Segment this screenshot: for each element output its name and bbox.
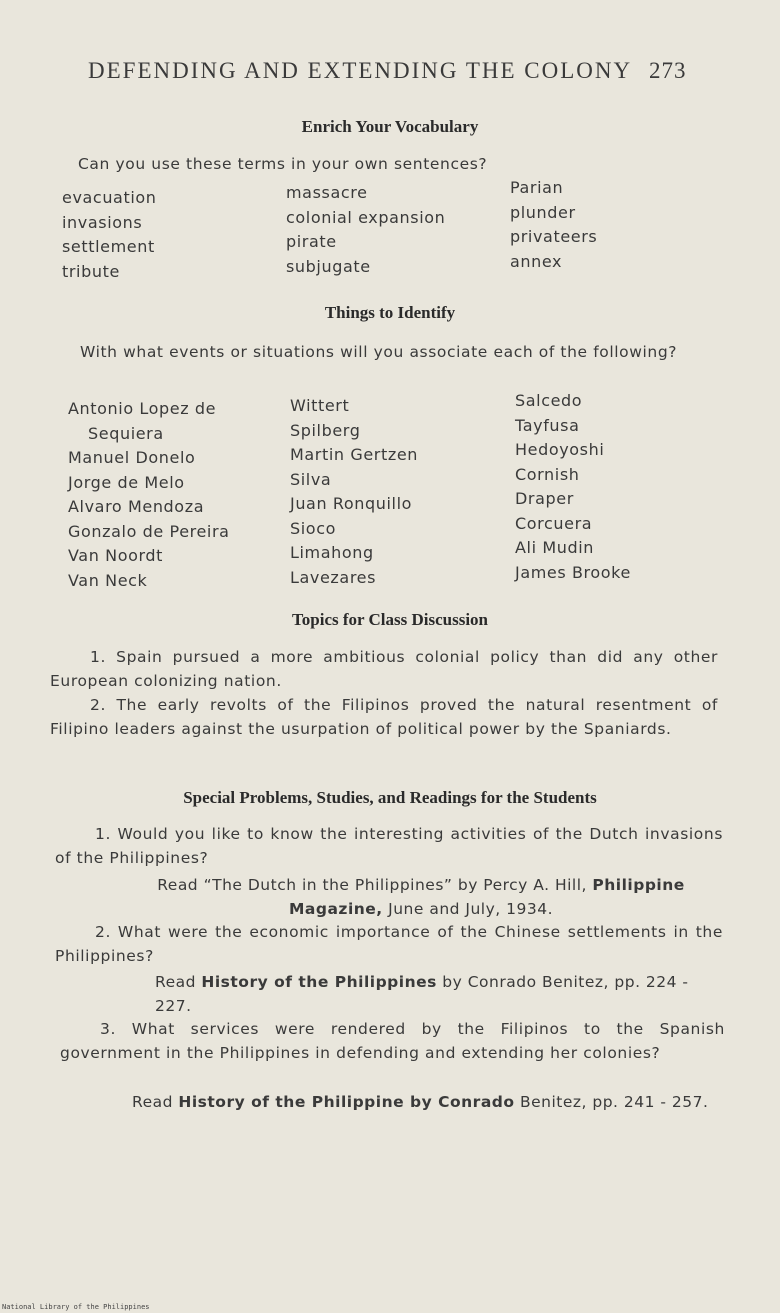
vocab-term: privateers: [510, 227, 598, 246]
special-question-3: 3. What services were rendered by the Filipinos to the Spanish government in the Philippines in defending and extending her colonies?: [60, 1020, 725, 1062]
identify-item: Hedoyoshi: [515, 440, 605, 459]
identify-item: Alvaro Mendoza: [68, 497, 205, 516]
identify-item: Martin Gertzen: [290, 445, 419, 464]
vocab-term: evacuation: [62, 188, 157, 207]
vocabulary-column-3: [510, 176, 597, 274]
identify-item: Limahong: [290, 543, 374, 562]
identify-column-1: [68, 397, 230, 593]
identify-item: Lavezares: [290, 567, 377, 587]
reading-3: [132, 1090, 724, 1114]
identify-item: Ali Mudin: [515, 538, 595, 557]
identify-item: Corcuera: [515, 513, 593, 533]
header-title: DEFENDING AND EXTENDING THE COLONY: [88, 58, 632, 83]
vocab-term: invasions: [62, 212, 143, 232]
page-number: 273: [649, 58, 687, 83]
reading-1-pre: Read “The Dutch in the Philippines” by Percy A. Hill,: [157, 876, 587, 894]
identify-column-3: [515, 389, 631, 585]
vocab-term: Parian: [510, 178, 564, 197]
identify-item: Silva: [290, 469, 332, 489]
identify-item: Spilberg: [290, 420, 361, 440]
topic-item-2: 2. The early revolts of the Filipinos proved the natural resentment of Filipino leaders against the usurpation of political power by the Spaniards.: [50, 696, 718, 738]
identify-item: Cornish: [515, 464, 580, 484]
vocab-term: settlement: [62, 237, 155, 256]
vocab-term: subjugate: [286, 256, 371, 276]
reading-1-source: Philippine Magazine,: [288, 876, 685, 918]
vocab-term: pirate: [286, 232, 337, 251]
topics-heading: Topics for Class Discussion: [291, 610, 489, 629]
identify-heading: Things to Identify: [324, 303, 456, 322]
vocab-term: tribute: [62, 261, 120, 281]
reading-3-post: Benitez, pp. 241 - 257.: [519, 1093, 709, 1111]
vocabulary-heading: Enrich Your Vocabulary: [301, 117, 479, 136]
reading-1: [122, 873, 720, 921]
vocab-term: massacre: [286, 183, 368, 202]
reading-2-post: by Conrado Benitez, pp. 224 - 227.: [155, 973, 689, 1015]
vocab-term: colonial expansion: [286, 207, 446, 227]
vocab-term: annex: [510, 251, 563, 271]
identify-item: Van Neck: [68, 570, 148, 590]
identify-item: Juan Ronquillo: [290, 494, 413, 513]
identify-item: Antonio Lopez de: [68, 399, 217, 418]
identify-item: Salcedo: [515, 391, 583, 410]
identify-item: Sioco: [290, 518, 336, 538]
vocabulary-column-2: [286, 181, 445, 279]
identify-item: Tayfusa: [515, 415, 580, 435]
running-header: [88, 58, 728, 84]
identify-item: Jorge de Melo: [68, 472, 185, 492]
reading-3-source: History of the Philippine by Conrado: [178, 1093, 515, 1111]
reading-2: [155, 970, 715, 1018]
identify-item: Gonzalo de Pereira: [68, 521, 230, 541]
footer-credit: National Library of the Philippines: [2, 1303, 150, 1311]
identify-item: Manuel Donelo: [68, 448, 196, 467]
special-heading: Special Problems, Studies, and Readings for the Students: [183, 788, 597, 807]
identify-item: Wittert: [290, 396, 350, 415]
reading-3-pre: Read: [132, 1093, 173, 1111]
identify-item: Sequiera: [88, 423, 164, 443]
identify-column-2: [290, 394, 418, 590]
special-question-2: 2. What were the economic importance of the Chinese settlements in the Philippines?: [55, 923, 723, 965]
special-question-1: 1. Would you like to know the interesting activities of the Dutch invasions of the Philippines?: [55, 825, 723, 867]
identify-item: Draper: [515, 489, 574, 508]
vocabulary-column-1: [62, 186, 157, 284]
identify-item: Van Noordt: [68, 546, 164, 565]
topic-item-1: 1. Spain pursued a more ambitious colonial policy than did any other European colonizing nation.: [50, 648, 718, 690]
vocabulary-prompt: Can you use these terms in your own sentences?: [78, 155, 488, 173]
identify-item: James Brooke: [515, 562, 631, 582]
reading-2-source: History of the Philippines: [201, 973, 437, 991]
reading-2-pre: Read: [155, 973, 196, 991]
identify-prompt: With what events or situations will you associate each of the following?: [80, 343, 678, 361]
reading-1-post: June and July, 1934.: [388, 900, 554, 918]
vocab-term: plunder: [510, 202, 576, 222]
